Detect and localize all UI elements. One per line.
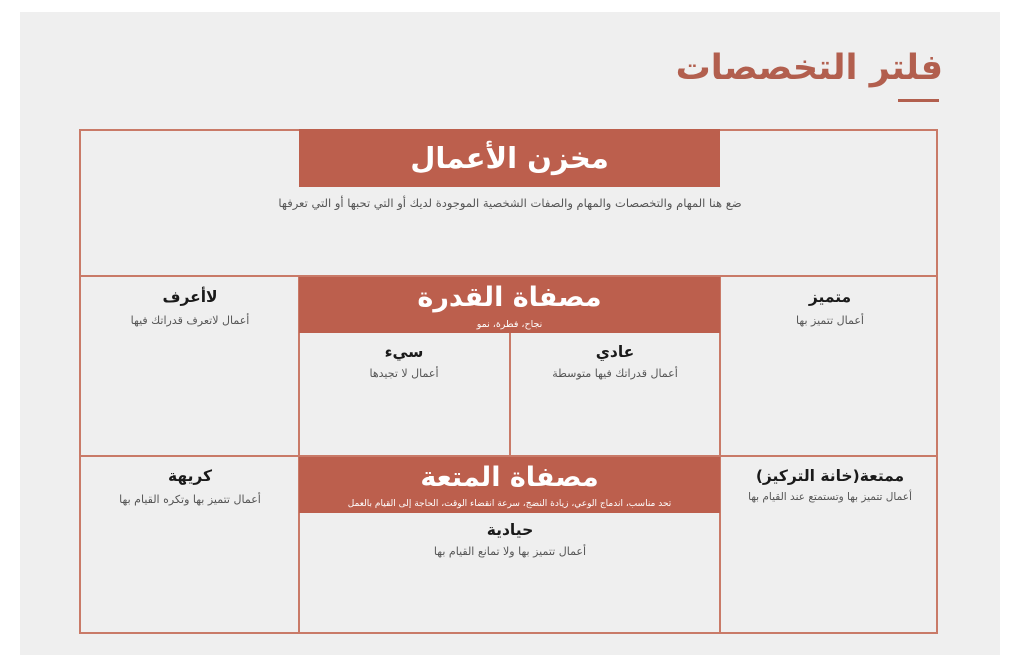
normal-desc: أعمال قدراتك فيها متوسطة [552,367,678,380]
normal-title: عادي [595,343,635,361]
warehouse-header [299,129,720,187]
enjoyment-filter-title: مصفاة المتعة [420,462,599,493]
neutral-title: حيادية [486,521,534,539]
enjoyment-filter-header [299,457,720,513]
dont-know-desc: أعمال لاتعرف قدراتك فيها [130,314,250,327]
ability-filter-title: مصفاة القدرة [417,282,602,313]
excellent-desc: أعمال تتميز بها [796,314,864,327]
dont-know-title: لاأعرف [162,288,218,306]
excellent-title: متميز [808,288,852,306]
bad-title: سيء [384,343,424,361]
enjoyment-filter-subtitle: تحد مناسب، اندماج الوعي، زيادة النضج، سرعة انقضاء الوقت، الحاجة إلى القيام بالعمل [347,499,672,509]
warehouse-description: ضع هنا المهام والتخصصات والمهام والصفات الشخصية الموجودة لديك أو التي تحبها أو التي تعرفها [278,196,742,210]
page-title: فلتر التخصصات [675,48,943,88]
ability-filter-header [299,277,720,333]
hateful-desc: أعمال تتميز بها وتكره القيام بها [119,493,261,506]
ability-filter-subtitle: نجاح، فطرة، نمو [476,319,543,330]
column-divider-center [509,333,511,456]
enjoyable-desc: أعمال تتميز بها وتستمتع عند القيام بها [748,491,912,503]
title-underline [898,99,939,102]
enjoyable-title: ممتعة(خانة التركيز) [755,467,905,485]
hateful-title: كريهة [167,467,213,485]
bad-desc: أعمال لا تجيدها [369,367,439,380]
warehouse-title: مخزن الأعمال [410,141,609,175]
neutral-desc: أعمال تتميز بها ولا تمانع القيام بها [433,545,587,558]
